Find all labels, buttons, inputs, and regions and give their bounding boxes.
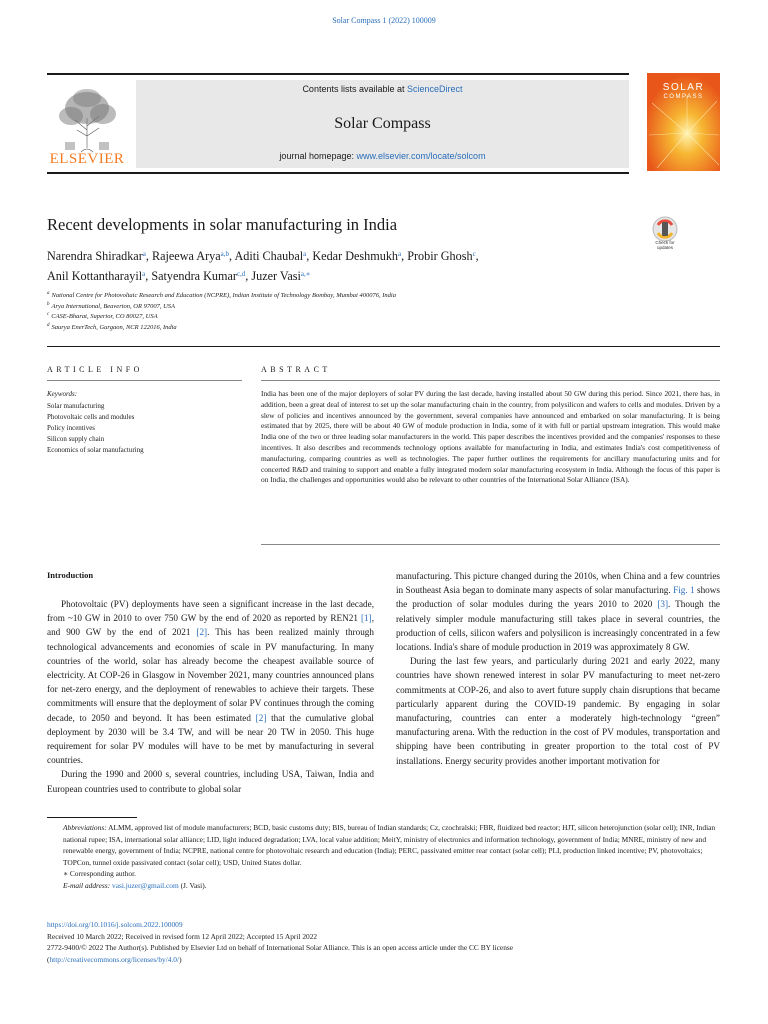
footnotes [47,822,720,891]
paragraph: Photovoltaic (PV) deployments have seen a significant increase in the last decade, from ~10 GW in 2010 to over 750 GW by the end of 2020 as reported by REN21 [1], and 900 GW by the end of 2021 [2]. This has been realized mainly through technological advancements and economies of scale in PV manufacturing. In many countries of the world, solar has already become the cheapest available source of electricity. At COP-26 in Glasgow in November 2021, many countries announced plans for net-zero energy, and the deployment of renewables to achieve their targets. These commitments will ensure that the deployment of solar PV continues through the coming decade, to 2050 and beyond. It has been estimated [2] that the cumulative global deployment by 2030 will be 3.4 TW, and will be near 20 TW in 2050. This huge requirement for solar PV modules will have to be met by manufacturing in several countries. [47,599,374,766]
article-title: Recent developments in solar manufacturing in India [47,215,398,234]
author-list [47,245,647,285]
abstract-text: India has been one of the major deployers of solar PV during the last decade, having installed about 50 GW during this period. Since 2021, there has, in addition, been a great deal of interest to set up the solar manufacturing chain in the country, from polysilicon and wafers to cells and modules. Driven by a slew of policies and incentives announced by the government, several companies have announced and embarked on solar manufacturing. It is being estimated that by 2025, there will be about 40 GW of module production in India, some of it with full or partial upstream integration. This would make India one of the two or three leading solar manufacturers in the world. This paper describes the incentives provided and the companies' responses to these incentives. It also describes and recommends technology options available for manufacturing in India, and estimates India's cost competitiveness of manufacturing, comparing countries as well as technologies. The paper further outlines the requirements for ancillary manufacturing units and for concerted R&D and training to support and enable a fully integrated modern solar manufacturing ecosystem in India. Although the focus of this paper is on India, the challenges and opportunities would also be relevant to other countries of the International Solar Alliance (ISA). [261,389,720,485]
author: Anil Kottantharayil$^a$, [47,269,152,283]
cover-title: SOLAR [662,82,705,93]
footnote-rule [47,817,137,818]
contents-line: Contents lists available at ScienceDirect [302,84,463,94]
citation-link[interactable]: [3] [657,599,669,610]
journal-title: Solar Compass [334,115,431,132]
sciencedirect-link[interactable]: ScienceDirect [407,84,463,94]
keyword: Economics of solar manufacturing [47,446,144,454]
abbreviations-note: Abbreviations: ALMM, approved list of module manufacturers; BCD, basic customs duty; BIS, bureau of Indian standards; Cz, czochralski; FBR, fluidized bed reactor; HJT, silicon heterojunction (solar cell); INR, Indian national rupee; ISA, international solar alliance; LID, light induced degradation; LVA, local value addition; MeitY, ministry of electronics and information technology, government of India; MNRE, ministry of new and renewable energy, government of India; NCPRE, national centre for photovoltaic research and education (India); PERC, passivated emitter rear contact (solar cell); PLI, production linked incentive; PV, photovoltaics; TOPCon, tunnel oxide passivated contact (solar cell); USD, United States dollar. [63,823,716,867]
cover-subtitle: COMPASS [663,94,704,100]
author: Juzer Vasi$^{a,∗}$ [251,269,311,283]
body-column-left [47,597,374,796]
header-rule-top [47,73,629,75]
body-column-right [396,569,720,768]
license-statement: 2772-9400/© 2022 The Author(s). Published by Elsevier Ltd on behalf of International Solar Alliance. This is an open access article under the CC BY license (http://creativecommons.org/licenses/by/4.0/) [47,943,514,964]
abstract-heading: ABSTRACT [261,365,331,374]
check-for-updates-label: Check for updates [655,240,675,250]
license-link[interactable]: http://creativecommons.org/licenses/by/4.0/ [49,954,180,964]
abstract-rule [261,380,720,381]
keyword: Solar manufacturing [47,402,105,410]
citation-link[interactable]: [2] [196,627,208,638]
email-note: E-mail address: vasi.juzer@gmail.com (J. Vasi). [63,880,207,890]
email-link[interactable]: vasi.juzer@gmail.com [112,880,179,890]
header-rule-bottom [47,172,629,174]
corresponding-author-note: ∗ Corresponding author. [63,869,136,878]
affiliation: $^d$ Saurya EnerTech, Gurgaon, NCR 122016, India [47,323,177,331]
citation-link[interactable]: [2] [255,712,267,723]
paragraph: During the last few years, and particularly during 2021 and early 2022, many countries have shown renewed interest in solar PV manufacturing to meet net-zero commitments at COP-26, and also to avert future supply chain disruptions that became particularly apparent during the COVID-19 pandemic. By engaging in solar manufacturing, countries can enter a moderately high-technology “green” manufacturing arena. With the reduction in the cost of PV modules, transportation and shipping have been contributing in greater proportion to the total cost of PV installations. Energy security provides another important motivation for [396,656,720,766]
affiliation: $^c$ CASE-Bharat, Superior, CO 80027, USA [47,312,158,320]
journal-citation[interactable]: Solar Compass 1 (2022) 100009 [332,16,436,25]
author: Rajeewa Arya$^{a,b}$, [151,249,235,263]
article-info-rule [47,380,242,381]
elsevier-wordmark: ELSEVIER [49,151,125,167]
keyword: Silicon supply chain [47,435,105,443]
citation-link[interactable]: [1] [360,613,372,624]
author: Satyendra Kumar$^{c,d}$, [151,269,252,283]
doi-link[interactable]: https://doi.org/10.1016/j.solcom.2022.100009 [47,920,183,929]
affiliation: $^a$ National Centre for Photovoltaic Research and Education (NCPRE), Indian Institute of Technology Bombay, Mumbai 400076, India [47,291,396,299]
author: Kedar Deshmukh$^a$, [312,249,408,263]
keywords-label: Keywords: [47,390,78,398]
keyword: Photovoltaic cells and modules [47,413,135,421]
keyword: Policy incentives [47,424,96,432]
journal-homepage-line: journal homepage: www.elsevier.com/locate/solcom [279,151,486,161]
author: Probir Ghosh$^c$, [407,249,479,263]
publication-info [47,919,720,965]
author: Narendra Shiradkar$^a$, [47,249,152,263]
homepage-link[interactable]: www.elsevier.com/locate/solcom [356,151,486,161]
paragraph: During the 1990 and 2000 s, several countries, including USA, Taiwan, India and European countries used to contribute to global solar [47,769,374,794]
received-dates: Received 10 March 2022; Received in revised form 12 April 2022; Accepted 15 April 2022 [47,931,318,941]
paragraph: manufacturing. This picture changed during the 2010s, when China and a few countries in Southeast Asia began to dominate many aspects of solar manufacturing. Fig. 1 shows the production of solar modules during the years 2010 to 2020 [3]. Though the relatively simpler module manufacturing still takes place in several countries, the production of cells, silicon wafers and polysilicon is increasingly concentrated in a few locations. India's share of module production in 2019 was approximately 8 GW. [396,571,720,653]
author: Aditi Chaubal$^a$, [234,249,313,263]
section-rule [47,346,720,347]
introduction-heading: Introduction [47,570,94,580]
abstract-rule-bottom [261,544,720,545]
article-info-heading: ARTICLE INFO [47,365,143,374]
figure-link[interactable]: Fig. 1 [673,585,695,596]
affiliation: $^b$ Arya International, Beaverton, OR 97007, USA [47,302,175,310]
